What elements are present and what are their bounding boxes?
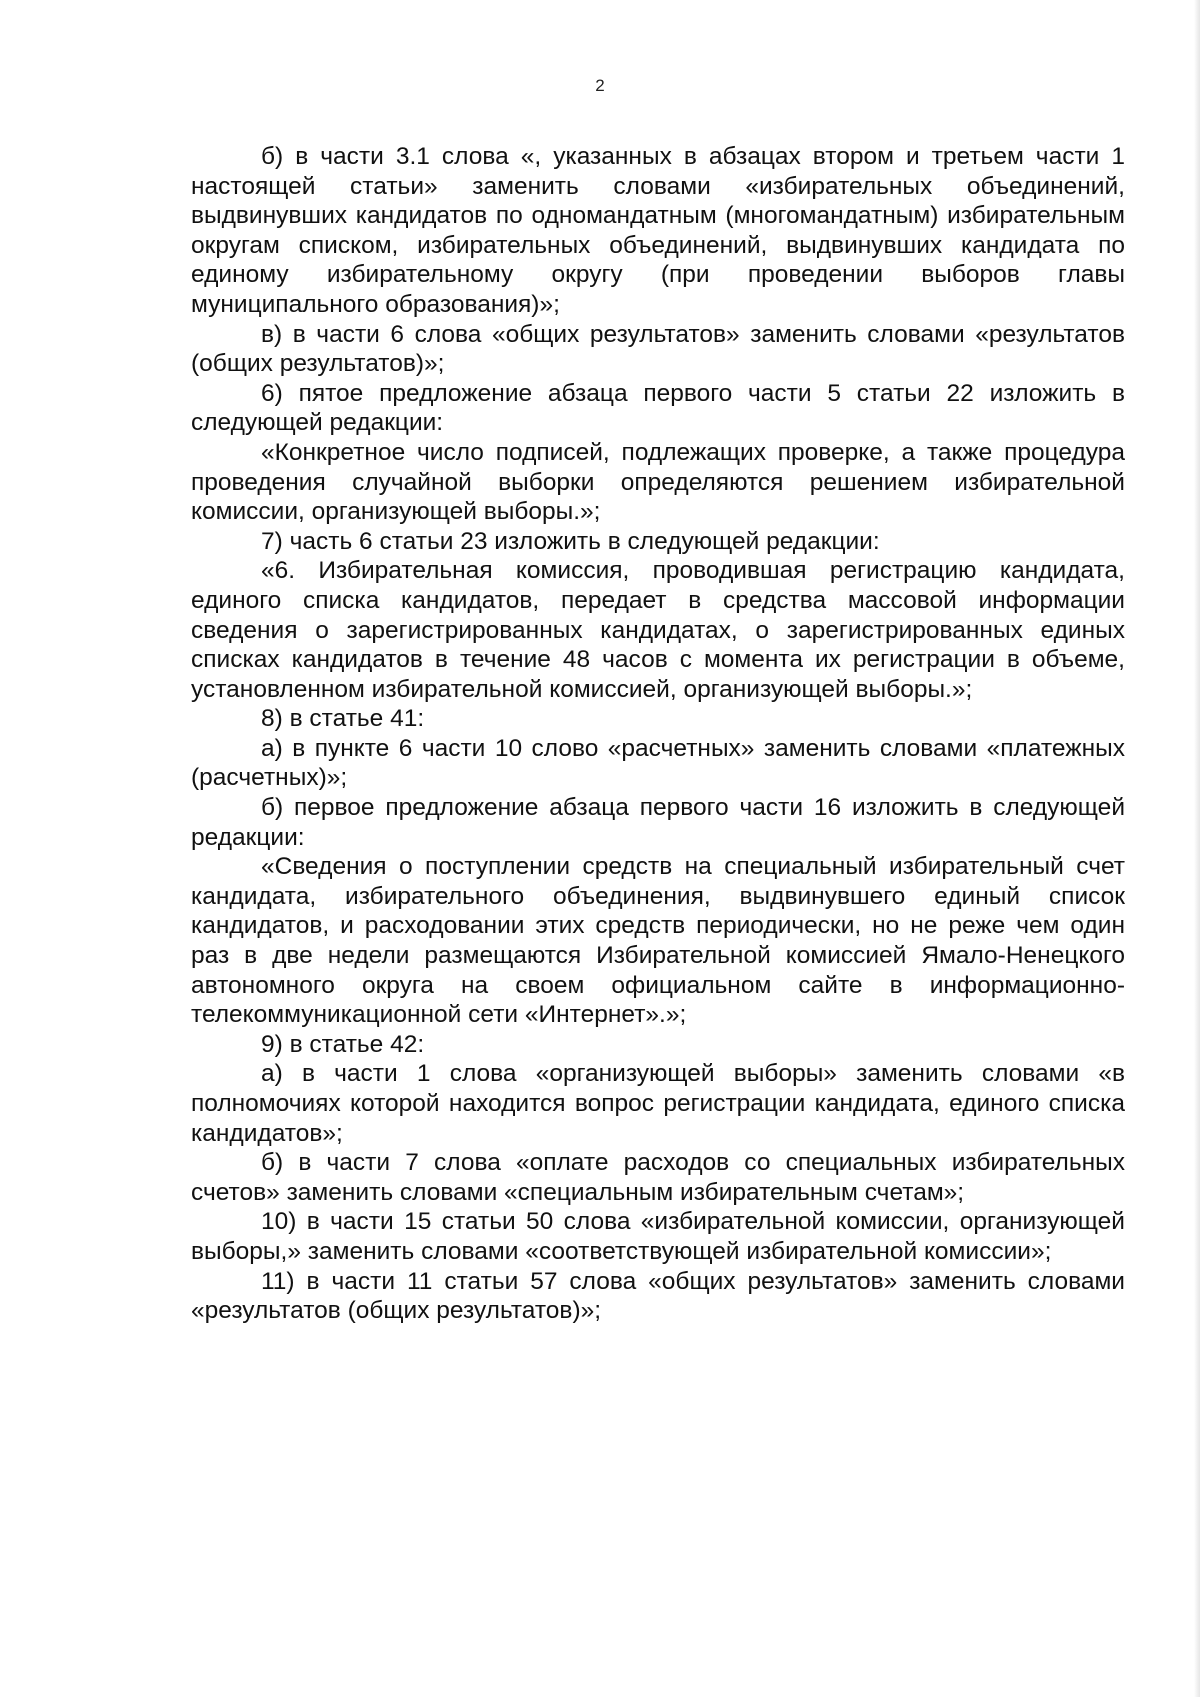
paragraph: а) в части 1 слова «организующей выборы» заменить словами «в полномочиях которой находится вопрос регистрации кандидата, единого списка кандидатов»; bbox=[191, 1060, 1125, 1147]
paragraph: 10) в части 15 статьи 50 слова «избирательной комиссии, организующей выборы,» заменить словами «соответствующей избирательной комиссии»; bbox=[191, 1208, 1125, 1265]
paragraph: 7) часть 6 статьи 23 изложить в следующей редакции: bbox=[261, 527, 880, 555]
paragraph: б) в части 7 слова «оплате расходов со специальных избирательных счетов» заменить словами «специальным избирательным счетам»; bbox=[191, 1149, 1125, 1206]
paragraph: «Конкретное число подписей, подлежащих проверке, а также процедура проведения случайной выборки определяются решением избирательной комиссии, организующей выборы.»; bbox=[191, 438, 1125, 526]
paragraph: в) в части 6 слова «общих результатов» заменить словами «результатов (общих результатов)»; bbox=[191, 320, 1125, 378]
paragraph: б) первое предложение абзаца первого части 16 изложить в следующей редакции: bbox=[191, 794, 1125, 851]
paragraph: «6. Избирательная комиссия, проводившая регистрацию кандидата, единого списка кандидатов, передает в средства массовой информации сведения о зарегистрированных кандидатах, о зарегистрированных единых списках кандидатов в течение 48 часов с момента их регистрации в объеме, установленном избирательной комиссией, организующей выборы.»; bbox=[191, 557, 1125, 703]
paragraph: б) в части 3.1 слова «, указанных в абзацах втором и третьем части 1 настоящей статьи» заменить словами «избирательных объединений, выдвинувших кандидатов по одномандатным (многомандатным) избирательным округам списком, избирательных объединений, выдвинувших кандидата по единому избирательному округу (при проведении выборов главы муниципального образования)»; bbox=[191, 143, 1125, 318]
scan-edge-shadow bbox=[1194, 0, 1200, 1697]
paragraph: а) в пункте 6 части 10 слово «расчетных» заменить словами «платежных (расчетных)»; bbox=[191, 734, 1125, 792]
page-number: 2 bbox=[595, 76, 605, 95]
paragraph: 11) в части 11 статьи 57 слова «общих результатов» заменить словами «результатов (общих результатов)»; bbox=[191, 1267, 1125, 1325]
paragraph: 8) в статье 41: bbox=[261, 705, 425, 733]
document-body bbox=[191, 142, 1125, 1326]
paragraph: 9) в статье 42: bbox=[261, 1030, 425, 1058]
paragraph: 6) пятое предложение абзаца первого части 5 статьи 22 изложить в следующей редакции: bbox=[191, 379, 1125, 437]
paragraph: «Сведения о поступлении средств на специальный избирательный счет кандидата, избирательного объединения, выдвинувшего единый список кандидатов, и расходовании этих средств периодически, но не реже чем один раз в две недели размещаются Избирательной комиссией Ямало-Ненецкого автономного округа на своем официальном сайте в информационно-телекоммуникационной сети «Интернет».»; bbox=[191, 853, 1125, 1029]
